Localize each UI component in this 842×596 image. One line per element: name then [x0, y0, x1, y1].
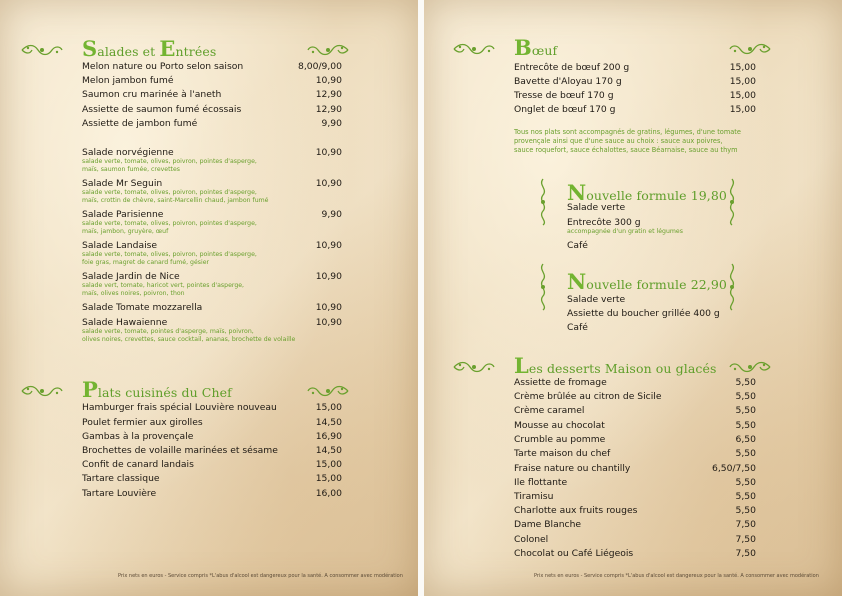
menu-item-price: 15,00 [315, 473, 342, 484]
menu-item-price: 6,50/7,50 [711, 463, 756, 474]
menu-item-name: Tiramisu [514, 491, 554, 502]
menu-item-name: Chocolat ou Café Liégeois [514, 548, 634, 559]
menu-item-name: Entrecôte de bœuf 200 g [514, 62, 630, 73]
flourish-ornament-right [728, 360, 772, 374]
menu-item-desc: maïs, jambon, gruyère, œuf [82, 228, 169, 235]
menu-item-price: 14,50 [315, 445, 342, 456]
menu-item-desc: maïs, olives noires, poivron, thon [82, 290, 185, 297]
menu-item-price: 15,00 [729, 76, 756, 87]
footer-note: Prix nets en euros - Service compris *L'abus d'alcool est dangereux pour la santé. A consommer avec modération [534, 573, 819, 579]
menu-item-price: 15,00 [729, 90, 756, 101]
menu-item-name: Tartare classique [82, 473, 160, 484]
menu-item-price: 12,90 [315, 104, 342, 115]
boeuf-note: sauce roquefort, sauce échalottes, sauce Béarnaise, sauce au thym [514, 146, 738, 154]
menu-item-name: Hamburger frais spécial Louvière nouveau [82, 402, 277, 413]
menu-item-name: Salade Hawaienne [82, 317, 168, 328]
flourish-ornament-left [452, 42, 496, 56]
menu-item-name: Salade Mr Seguin [82, 178, 163, 189]
menu-item-desc: salade verte, tomate, olives, poivron, pointes d'asperge, [82, 251, 257, 258]
menu-item-name: Salade Jardin de Nice [82, 271, 180, 282]
vertical-ornament-right [726, 262, 738, 312]
menu-item-price: 5,50 [735, 491, 756, 502]
menu-item-name: Tartare Louvière [82, 488, 157, 499]
menu-item-price: 16,00 [315, 488, 342, 499]
flourish-ornament-left [20, 43, 64, 57]
formule-line: Salade verte [567, 202, 626, 213]
menu-item-price: 9,90 [321, 209, 342, 220]
formule-line-desc: accompagnée d'un gratin et légumes [567, 228, 683, 235]
menu-item-name: Bavette d'Aloyau 170 g [514, 76, 622, 87]
menu-item-price: 7,50 [735, 548, 756, 559]
menu-item-price: 7,50 [735, 519, 756, 530]
menu-item-name: Charlotte aux fruits rouges [514, 505, 638, 516]
formule-line: Salade verte [567, 294, 626, 305]
menu-item-price: 5,50 [735, 477, 756, 488]
menu-item-price: 10,90 [315, 240, 342, 251]
vertical-ornament-left [537, 177, 549, 227]
section-title-boeuf: Bœuf [514, 35, 558, 60]
menu-item-price: 8,00/9,00 [297, 61, 342, 72]
menu-item-name: Ile flottante [514, 477, 568, 488]
menu-item-name: Gambas à la provençale [82, 431, 194, 442]
vertical-ornament-right [726, 177, 738, 227]
menu-item-name: Tresse de bœuf 170 g [514, 90, 614, 101]
section-title-plats: Plats cuisinés du Chef [82, 377, 232, 402]
flourish-ornament-left [20, 384, 64, 398]
menu-item-price: 5,50 [735, 505, 756, 516]
menu-item-price: 5,50 [735, 377, 756, 388]
menu-item-name: Saumon cru marinée à l'aneth [82, 89, 222, 100]
flourish-ornament-right [306, 43, 350, 57]
menu-item-name: Crème caramel [514, 405, 585, 416]
boeuf-note: provençale ainsi que d'une sauce au choix : sauce aux poivres, [514, 137, 723, 145]
menu-item-name: Mousse au chocolat [514, 420, 605, 431]
menu-page-left [0, 0, 418, 596]
formule-title-1980: Nouvelle formule 19,80 [567, 180, 727, 205]
menu-item-price: 10,90 [315, 302, 342, 313]
menu-item-price: 10,90 [315, 178, 342, 189]
menu-item-price: 5,50 [735, 448, 756, 459]
menu-item-price: 12,90 [315, 89, 342, 100]
vertical-ornament-left [537, 262, 549, 312]
menu-item-name: Poulet fermier aux girolles [82, 417, 203, 428]
menu-item-name: Brochettes de volaille marinées et sésame [82, 445, 278, 456]
flourish-ornament-right [728, 42, 772, 56]
section-title-salades: Salades et Entrées [82, 36, 217, 61]
menu-page-right [424, 0, 842, 596]
menu-item-name: Fraise nature ou chantilly [514, 463, 631, 474]
menu-item-price: 5,50 [735, 391, 756, 402]
menu-item-name: Onglet de bœuf 170 g [514, 104, 616, 115]
menu-item-name: Salade Parisienne [82, 209, 164, 220]
menu-item-name: Melon nature ou Porto selon saison [82, 61, 244, 72]
menu-item-name: Salade Landaise [82, 240, 158, 251]
formule-line: Assiette du boucher grillée 400 g [567, 308, 720, 319]
menu-item-desc: foie gras, magret de canard fumé, gésier [82, 259, 210, 266]
menu-item-desc: salade verte, tomate, pointes d'asperge, maïs, poivron, [82, 328, 254, 335]
formule-title-2290: Nouvelle formule 22,90 [567, 269, 727, 294]
menu-item-name: Assiette de jambon fumé [82, 118, 198, 129]
section-title-desserts: Les desserts Maison ou glacés [514, 353, 717, 378]
menu-item-price: 15,00 [729, 62, 756, 73]
menu-item-name: Crumble au pomme [514, 434, 606, 445]
menu-item-name: Assiette de saumon fumé écossais [82, 104, 242, 115]
flourish-ornament-right [306, 384, 350, 398]
menu-item-price: 5,50 [735, 405, 756, 416]
boeuf-note: Tous nos plats sont accompagnés de gratins, légumes, d'une tomate [514, 128, 741, 136]
formule-line: Entrecôte 300 g [567, 217, 641, 228]
menu-item-price: 10,90 [315, 317, 342, 328]
menu-item-name: Dame Blanche [514, 519, 582, 530]
menu-item-name: Assiette de fromage [514, 377, 607, 388]
footer-note: Prix nets en euros - Service compris *L'abus d'alcool est dangereux pour la santé. A consommer avec modération [118, 573, 403, 579]
menu-item-name: Crème brûlée au citron de Sicile [514, 391, 662, 402]
menu-item-desc: olives noires, crevettes, sauce cocktail, ananas, brochette de volaille [82, 336, 296, 343]
menu-item-name: Salade norvégienne [82, 147, 174, 158]
menu-item-desc: salade verte, tomate, olives, poivron, pointes d'asperge, [82, 158, 257, 165]
menu-item-price: 15,00 [315, 402, 342, 413]
menu-item-desc: maïs, saumon fumée, crevettes [82, 166, 180, 173]
menu-item-price: 15,00 [315, 459, 342, 470]
menu-item-name: Salade Tomate mozzarella [82, 302, 203, 313]
menu-item-price: 14,50 [315, 417, 342, 428]
menu-item-desc: salade verte, tomate, olives, poivron, pointes d'asperge, [82, 189, 257, 196]
flourish-ornament-left [452, 360, 496, 374]
formule-line: Café [567, 322, 588, 333]
menu-item-price: 10,90 [315, 271, 342, 282]
menu-item-desc: maïs, crottin de chèvre, saint-Marcellin chaud, jambon fumé [82, 197, 269, 204]
menu-item-price: 7,50 [735, 534, 756, 545]
menu-item-name: Colonel [514, 534, 549, 545]
menu-item-price: 5,50 [735, 420, 756, 431]
menu-item-price: 16,90 [315, 431, 342, 442]
menu-item-price: 6,50 [735, 434, 756, 445]
menu-item-desc: salade vert, tomate, haricot vert, pointes d'asperge, [82, 282, 245, 289]
formule-line: Café [567, 240, 588, 251]
menu-item-price: 15,00 [729, 104, 756, 115]
menu-item-price: 10,90 [315, 75, 342, 86]
menu-item-name: Melon jambon fumé [82, 75, 174, 86]
menu-item-price: 10,90 [315, 147, 342, 158]
menu-item-name: Tarte maison du chef [514, 448, 611, 459]
menu-item-desc: salade verte, tomate, olives, poivron, pointes d'asperge, [82, 220, 257, 227]
menu-item-name: Confit de canard landais [82, 459, 194, 470]
menu-item-price: 9,90 [321, 118, 342, 129]
